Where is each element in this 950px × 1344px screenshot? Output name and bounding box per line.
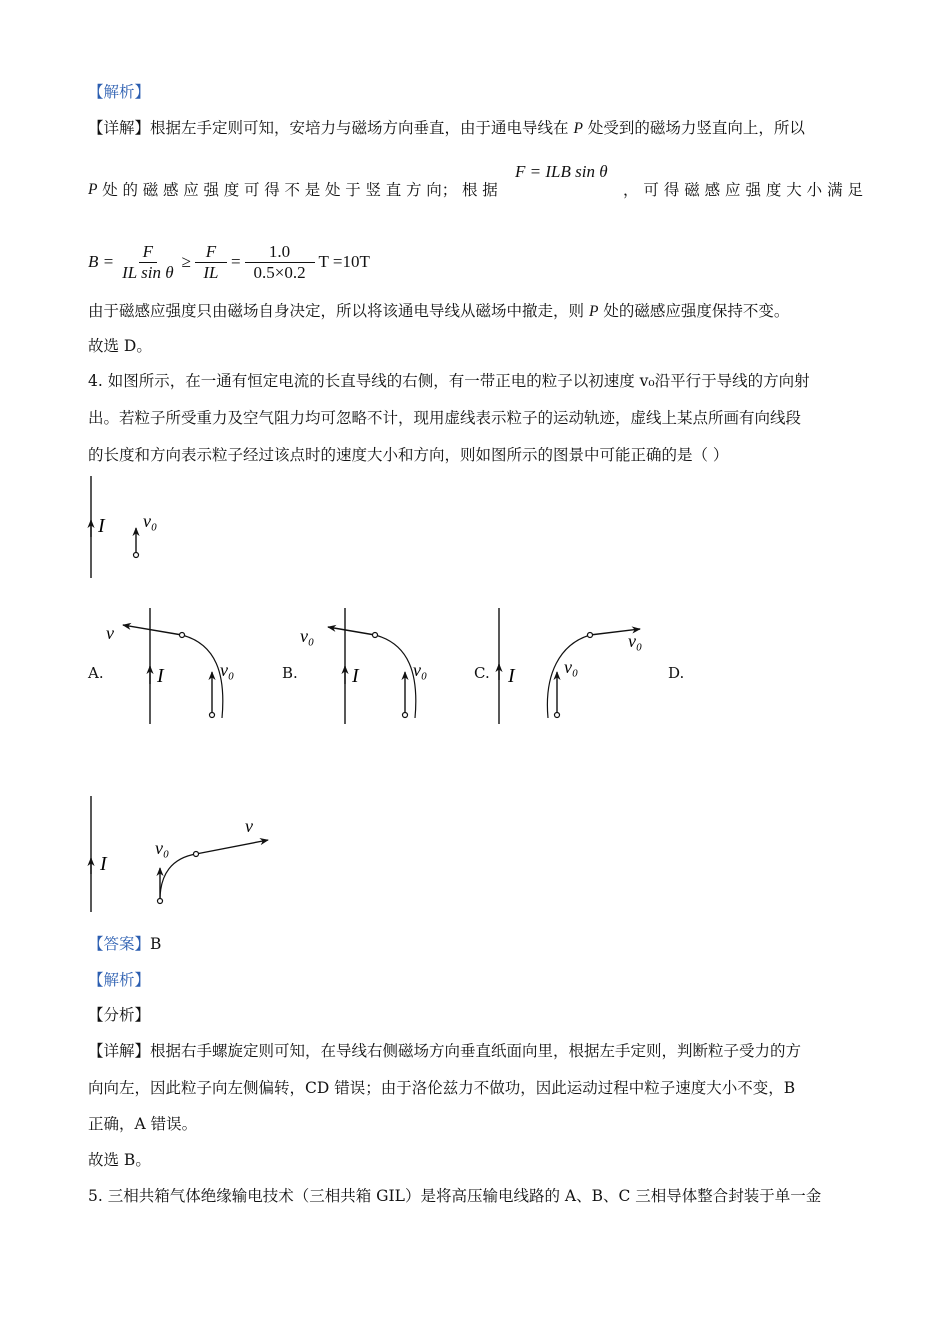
v0-label: v₀ xyxy=(220,660,235,680)
v-label: v xyxy=(245,816,253,836)
detail2-line-3: 正确，A 错误。 xyxy=(88,1115,198,1133)
point-dot xyxy=(373,633,378,638)
option-a-figure xyxy=(100,604,250,729)
analysis-label-2: 【解析】 xyxy=(88,971,151,989)
point-dot xyxy=(180,633,185,638)
start-dot xyxy=(403,713,408,718)
option-a-label: A. xyxy=(88,664,104,682)
current-label: I xyxy=(98,515,105,537)
point-dot xyxy=(194,852,199,857)
q4-main-figure xyxy=(80,472,190,584)
answer-label: 【答案】 xyxy=(88,935,151,953)
v0-label: v₀ xyxy=(413,660,428,680)
detail-paragraph-2 xyxy=(88,180,863,200)
start-dot xyxy=(210,713,215,718)
fenxi-label: 【分析】 xyxy=(88,1006,151,1024)
velocity-arrow xyxy=(328,627,375,635)
option-b-figure xyxy=(295,604,445,729)
detail-line2-head: P 处 的 磁 感 应 强 度 可 得 不 是 处 于 竖 直 方 向； 根 据 xyxy=(88,181,498,199)
answer-value: B xyxy=(150,935,162,953)
analysis-label: 【解析】 xyxy=(88,83,151,101)
v0-label: v₀ xyxy=(143,511,158,531)
option-d-figure xyxy=(80,792,280,916)
current-label: I xyxy=(508,665,515,687)
current-label: I xyxy=(157,665,164,687)
formula-force: F = ILB sin θ xyxy=(515,162,608,181)
fraction-1: $\frac{F}{\text{IL sin θ}}$ xyxy=(122,241,174,282)
v0-label: v₀ xyxy=(155,838,170,858)
fraction-2: $\frac{F}{IL}$ xyxy=(195,242,227,283)
start-dot xyxy=(555,713,560,718)
fraction-3: $\frac{1.0}{0.5\times 0.2}$ xyxy=(245,242,315,283)
v0-label-end: v₀ xyxy=(628,631,643,651)
current-label: I xyxy=(100,853,107,875)
q4-line-2: 出。若粒子所受重力及空气阻力均可忽略不计，现用虚线表示粒子的运动轨迹，虚线上某点所画有向线段 xyxy=(88,409,802,427)
q4-line-3: 的长度和方向表示粒子经过该点时的速度大小和方向，则如图所示的图景中可能正确的是（ ） xyxy=(88,446,729,464)
detail2-line-2: 向向左，因此粒子向左侧偏转，CD 错误；由于洛伦兹力不做功，因此运动过程中粒子速度大小不变，B xyxy=(88,1079,796,1097)
option-c-figure xyxy=(490,604,660,729)
choose-b-line: 故选 B。 xyxy=(88,1151,151,1169)
start-dot xyxy=(158,899,163,904)
q4-line-1: 4. 如图所示，在一通有恒定电流的长直导线的右侧，有一带正电的粒子以初速度 v₀沿平行于导线的方向射 xyxy=(88,372,810,390)
conclusion-line: 由于磁感应强度只由磁场自身决定，所以将该通电导线从磁场中撤走，则 P 处的磁感应强度保持不变。 xyxy=(88,302,790,320)
trajectory-path xyxy=(160,854,196,900)
formula-magnetic-field: B = $\frac{F}{\text{IL sin θ}}$ ≥ $\frac{F}{IL}$ = $\frac{1.0}{0.5\times 0.2}$ T =10T xyxy=(88,241,370,282)
answer-line xyxy=(88,934,161,954)
option-b-label: B. xyxy=(282,664,298,682)
current-label: I xyxy=(352,665,359,687)
particle-dot xyxy=(134,553,139,558)
v0-label-end: v₀ xyxy=(300,626,315,646)
v-label: v xyxy=(106,623,114,643)
trajectory-path xyxy=(375,635,416,718)
option-c-label: C. xyxy=(474,664,490,682)
trajectory-path xyxy=(182,635,223,718)
point-dot xyxy=(588,633,593,638)
velocity-arrow xyxy=(196,840,268,854)
choose-d-line: 故选 D。 xyxy=(88,337,152,355)
detail-paragraph-1: 【详解】根据左手定则可知，安培力与磁场方向垂直，由于通电导线在 P 处受到的磁场力竖直向上，所以 xyxy=(88,119,805,137)
option-d-label: D. xyxy=(668,664,685,682)
v0-label: v₀ xyxy=(564,657,579,677)
detail-line2-tail: ， 可 得 磁 感 应 强 度 大 小 满 足 xyxy=(623,181,863,199)
velocity-arrow xyxy=(123,625,182,635)
detail-label: 【详解】 xyxy=(88,119,151,137)
detail2-line-1: 【详解】根据右手螺旋定则可知，在导线右侧磁场方向垂直纸面向里，根据左手定则，判断粒子受力的方 xyxy=(88,1042,802,1060)
q5-line-1: 5. 三相共箱气体绝缘输电技术（三相共箱 GIL）是将高压输电线路的 A、B、C 三相导体整合封装于单一金 xyxy=(88,1187,822,1205)
